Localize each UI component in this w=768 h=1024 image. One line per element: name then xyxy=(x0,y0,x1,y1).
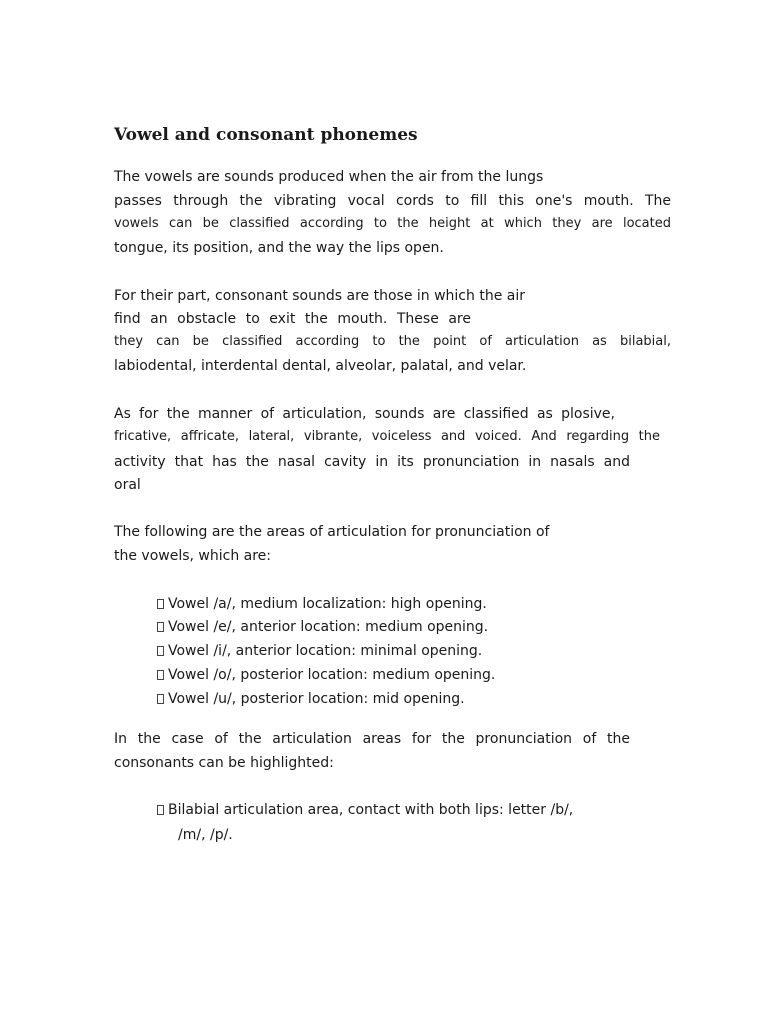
text-line: the vowels, which are: xyxy=(114,548,272,564)
bullet-box-icon xyxy=(157,622,164,632)
list-item-text: Vowel /i/, anterior location: minimal opening. xyxy=(168,643,483,659)
text-line: As for the manner of articulation, sounds are classified as plosive, xyxy=(114,406,615,422)
list-item xyxy=(157,800,573,820)
text-line: labiodental, interdental dental, alveolar, palatal, and velar. xyxy=(114,358,527,374)
bullet-box-icon xyxy=(157,805,164,815)
text-line: vowels can be classified according to the height at which they are located xyxy=(114,216,671,231)
text-line: find an obstacle to exit the mouth. These are xyxy=(114,311,471,327)
text-line: consonants can be highlighted: xyxy=(114,755,334,771)
text-line: passes through the vibrating vocal cords to fill this one's mouth. The xyxy=(114,193,671,209)
bullet-box-icon xyxy=(157,694,164,704)
text-line: The vowels are sounds produced when the air from the lungs xyxy=(114,169,544,185)
bullet-box-icon xyxy=(157,646,164,656)
text-line: they can be classified according to the point of articulation as bilabial, xyxy=(114,334,671,349)
list-item-text: Vowel /a/, medium localization: high opening. xyxy=(168,596,487,612)
list-item xyxy=(157,594,487,614)
list-item-text: Bilabial articulation area, contact with both lips: letter /b/, xyxy=(168,802,574,818)
text-line: For their part, consonant sounds are those in which the air xyxy=(114,288,525,304)
document-title: Vowel and consonant phonemes xyxy=(114,125,418,145)
text-line: oral xyxy=(114,477,141,493)
bullet-box-icon xyxy=(157,599,164,609)
text-line: The following are the areas of articulation for pronunciation of xyxy=(114,524,550,540)
list-item-continuation: /m/, /p/. xyxy=(178,827,233,843)
bullet-box-icon xyxy=(157,670,164,680)
text-line: tongue, its position, and the way the lips open. xyxy=(114,240,444,256)
list-item-text: Vowel /u/, posterior location: mid opening. xyxy=(168,691,465,707)
list-item-text: Vowel /e/, anterior location: medium opening. xyxy=(168,619,489,635)
list-item-text: Vowel /o/, posterior location: medium opening. xyxy=(168,667,496,683)
list-item xyxy=(157,617,488,637)
list-item xyxy=(157,641,482,661)
text-line: In the case of the articulation areas for the pronunciation of the xyxy=(114,731,630,747)
list-item xyxy=(157,689,465,709)
text-line: activity that has the nasal cavity in its pronunciation in nasals and xyxy=(114,454,630,470)
list-item xyxy=(157,665,495,685)
text-line: fricative, affricate, lateral, vibrante, voiceless and voiced. And regarding the xyxy=(114,429,660,444)
